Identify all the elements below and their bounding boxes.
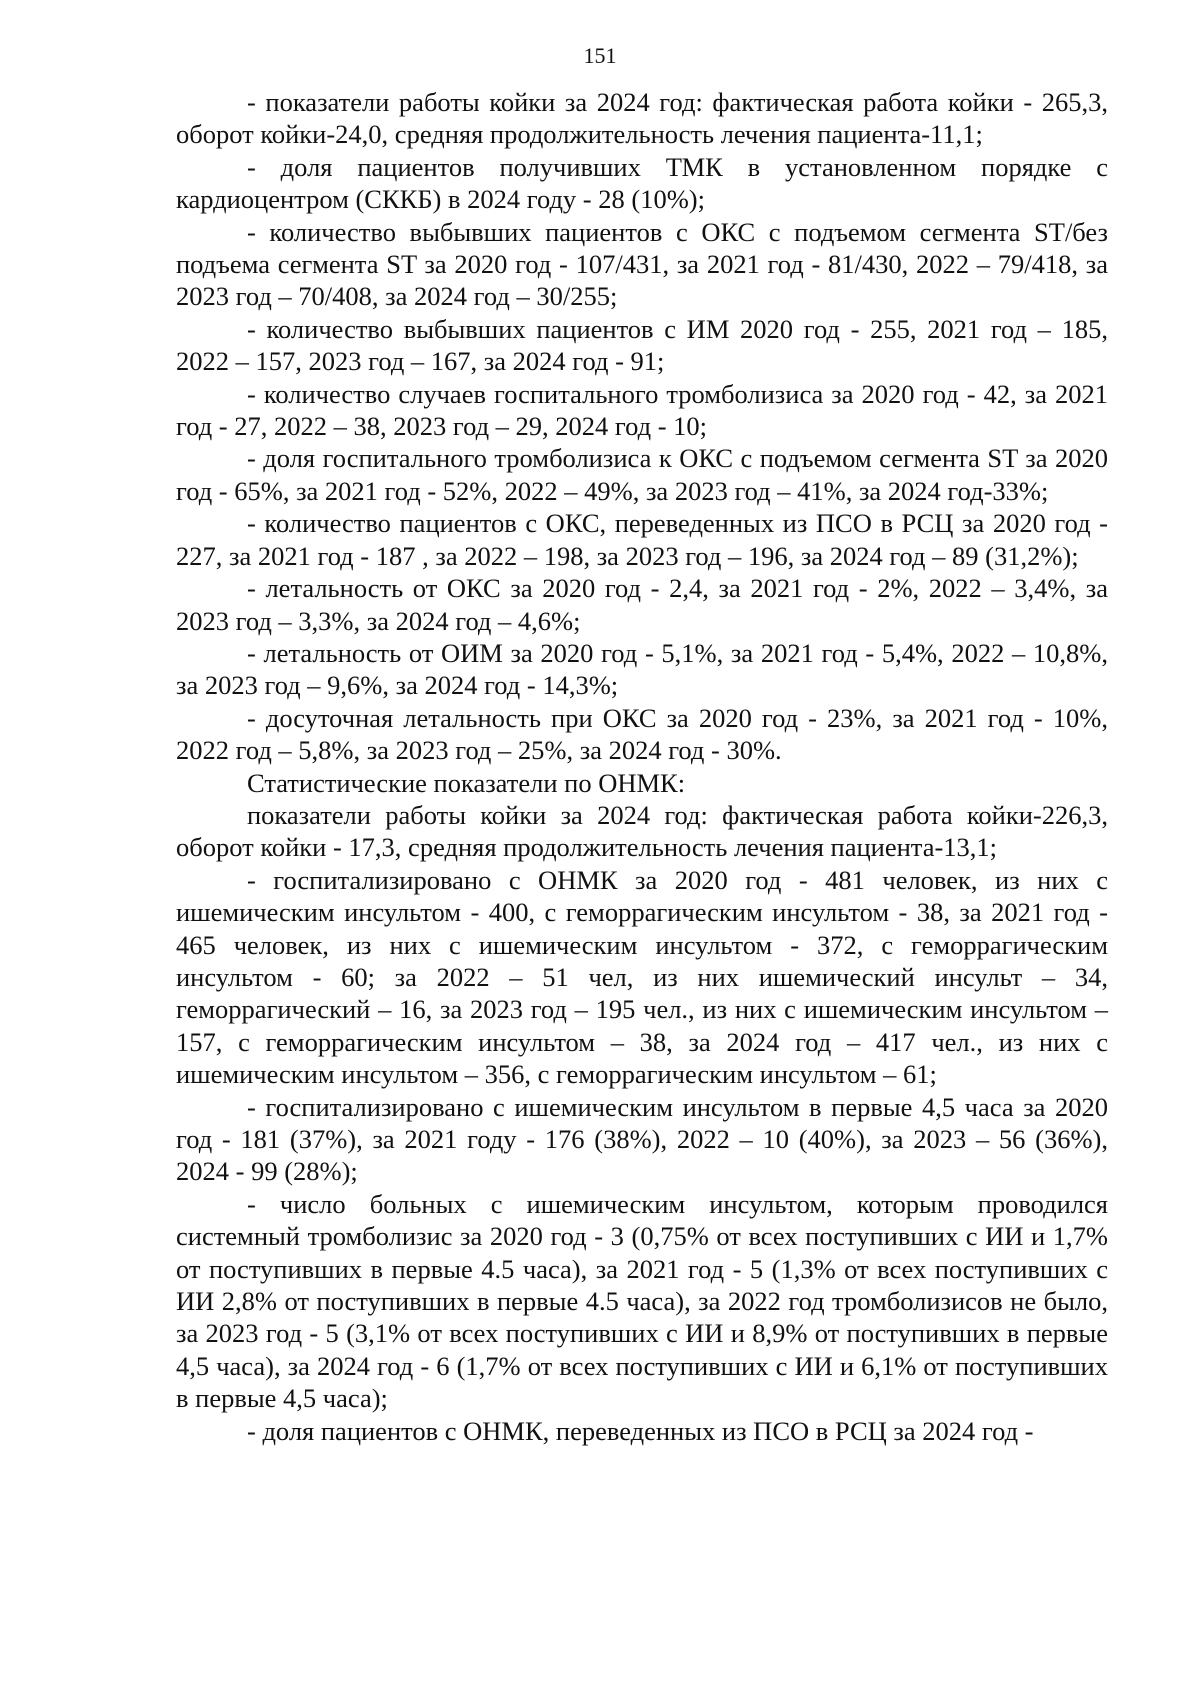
document-body [176, 86, 1108, 1447]
paragraph-ischemic-first-hours: - госпитализировано с ишемическим инсультом в первые 4,5 часа за 2020 год - 181 (37%), за 2021 году - 176 (38%), 2022 – 10 (40%), за 2023 – 56 (36%), 2024 - 99 (28%); [176, 1091, 1108, 1187]
paragraph-oks-transferred: - количество пациентов с ОКС, переведенных из ПСО в РСЦ за 2020 год - 227, за 2021 год - 187 , за 2022 – 198, за 2023 год – 196, за 2024 год – 89 (31,2%); [176, 508, 1108, 571]
paragraph-oks-discharged: - количество выбывших пациентов с ОКС с подъемом сегмента ST/без подъема сегмента ST за 2020 год - 107/431, за 2021 год - 81/430, 2022 – 79/418, за 2023 год – 70/408, за 2024 год – 30/255; [176, 216, 1108, 312]
paragraph-tmk-share: - доля пациентов получивших ТМК в установленном порядке с кардиоцентром (СККБ) в 2024 году - 28 (10%); [176, 151, 1108, 215]
paragraph-bed-indicators-onmk: показатели работы койки за 2024 год: фактическая работа койки-226,3, оборот койки - 17,3, средняя продолжительность лечения пациента-13,1; [176, 799, 1108, 863]
page-number: 151 [583, 43, 617, 68]
paragraph-oim-mortality: - летальность от ОИМ за 2020 год - 5,1%, за 2021 год - 5,4%, 2022 – 10,8%, за 2023 год – 9,6%, за 2024 год - 14,3%; [176, 637, 1108, 701]
paragraph-early-mortality: - досуточная летальность при ОКС за 2020 год - 23%, за 2021 год - 10%, 2022 год – 5,8%, за 2023 год – 25%, за 2024 год - 30%. [176, 702, 1108, 766]
paragraph-im-discharged: - количество выбывших пациентов с ИМ 2020 год - 255, 2021 год – 185, 2022 – 157, 2023 год – 167, за 2024 год - 91; [176, 313, 1108, 377]
paragraph-thrombolysis-cases: - количество случаев госпитального тромболизиса за 2020 год - 42, за 2021 год - 27, 2022 – 38, 2023 год – 29, 2024 год - 10; [176, 378, 1108, 442]
paragraph-thrombolysis-share: - доля госпитального тромболизиса к ОКС с подъемом сегмента ST за 2020 год - 65%, за 2021 год - 52%, 2022 – 49%, за 2023 год – 41%, за 2024 год-33%; [176, 443, 1108, 506]
paragraph-bed-indicators-cardio: - показатели работы койки за 2024 год: фактическая работа койки - 265,3, оборот койки-24,0, средняя продолжительность лечения пациента-11,1; [176, 87, 1108, 150]
section-heading-onmk: Статистические показатели по ОНМК: [247, 767, 686, 798]
paragraph-onmk-hospitalized: - госпитализировано с ОНМК за 2020 год - 481 человек, из них с ишемическим инсультом - 400, с геморрагическим инсультом - 38, за 2021 год - 465 человек, из них с ишемическим инсультом - 372, с геморрагическим инсультом - 60; за 2022 – 51 чел, из них ишемический инсульт – 34, геморрагический – 16, за 2023 год – 195 чел., из них с ишемическим инсультом – 157, с геморрагическим инсультом – 38, за 2024 год – 417 чел., из них с ишемическим инсультом – 356, с геморрагическим инсультом – 61; [176, 864, 1108, 1090]
paragraph-oks-mortality: - летальность от ОКС за 2020 год - 2,4, за 2021 год - 2%, 2022 – 3,4%, за 2023 год – 3,3%, за 2024 год – 4,6%; [176, 573, 1108, 636]
paragraph-onmk-transferred: - доля пациентов с ОНМК, переведенных из ПСО в РСЦ за 2024 год - [247, 1415, 1034, 1446]
paragraph-systemic-thrombolysis: - число больных с ишемическим инсультом, которым проводился системный тромболизис за 2020 год - 3 (0,75% от всех поступивших с ИИ и 1,7% от поступивших в первые 4.5 часа), за 2021 год - 5 (1,3% от всех поступивших с ИИ 2,8% от поступивших в первые 4.5 часа), за 2022 год тромболизисов не было, за 2023 год - 5 (3,1% от всех поступивших с ИИ и 8,9% от поступивших в первые 4,5 часа), за 2024 год - 6 (1,7% от всех поступивших с ИИ и 6,1% от поступивших в первые 4,5 часа); [176, 1188, 1108, 1414]
